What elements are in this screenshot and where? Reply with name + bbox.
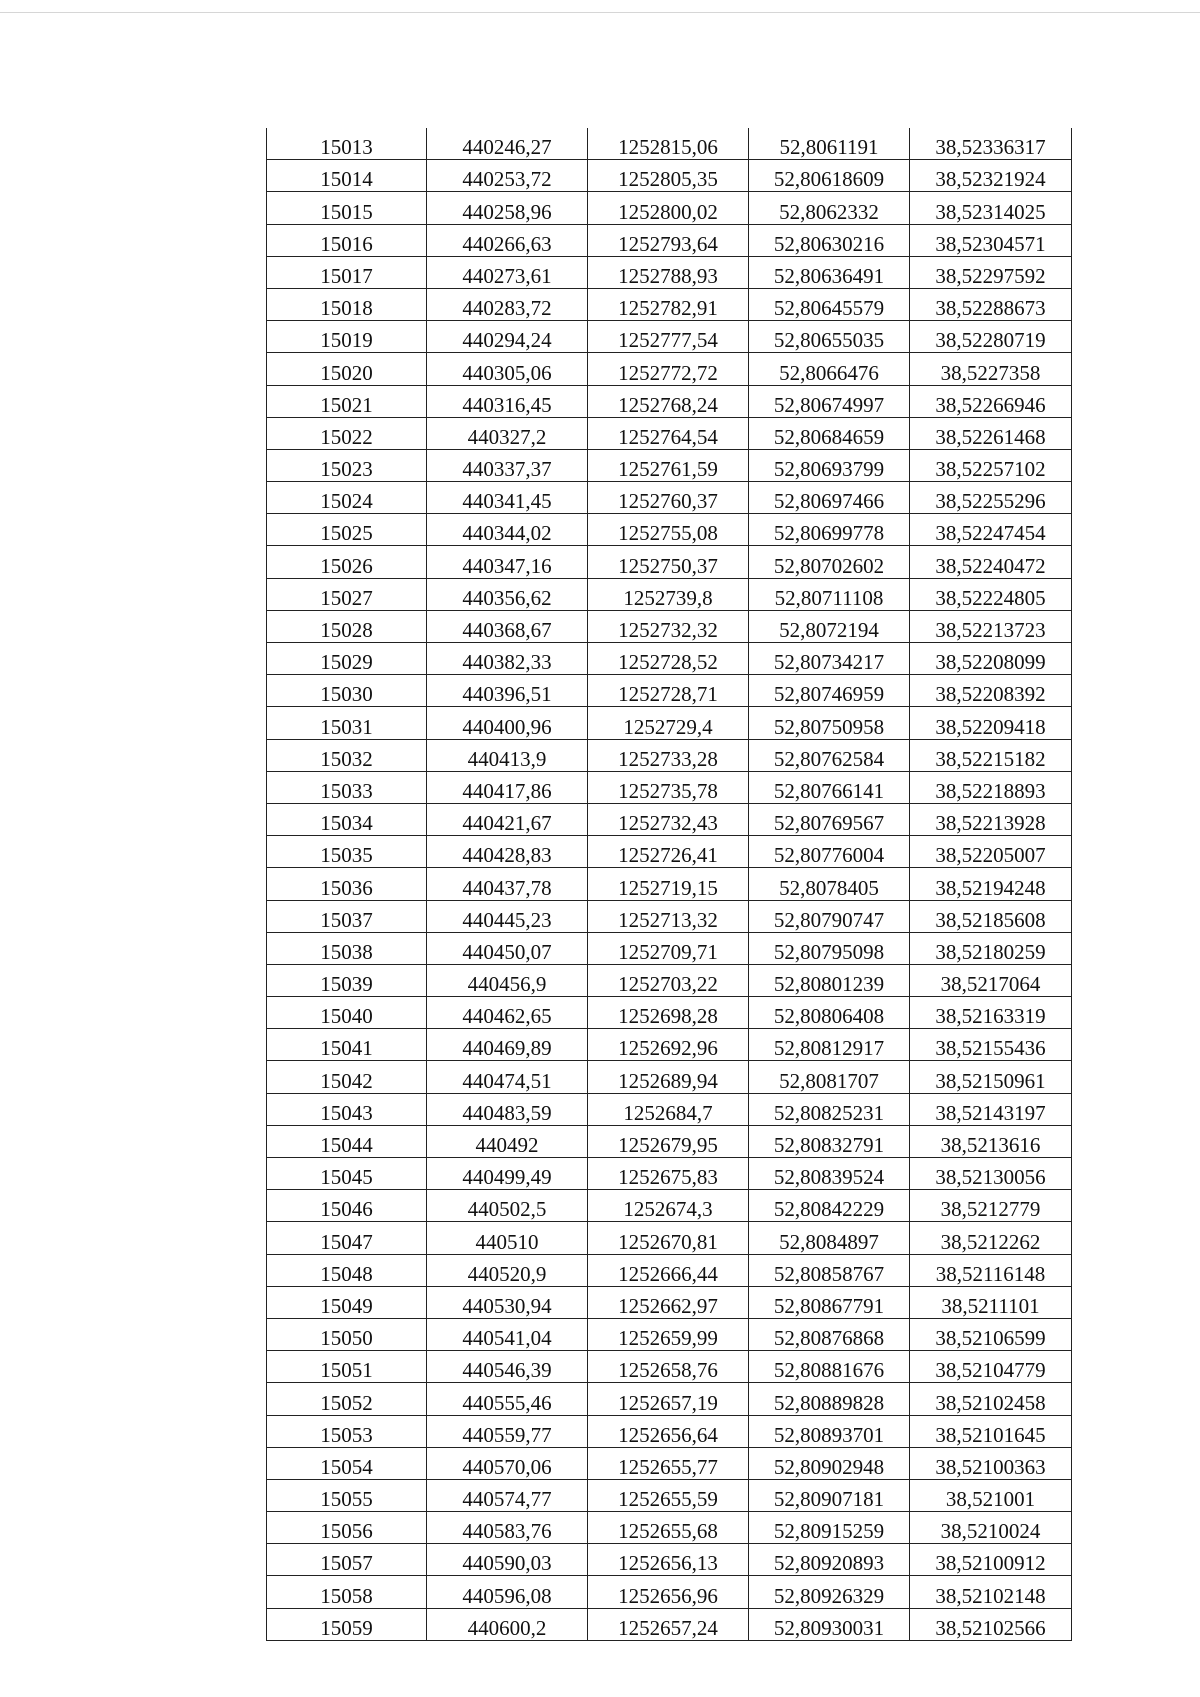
latitude-cell: 52,80693799 xyxy=(749,449,910,481)
latitude-cell: 52,80734217 xyxy=(749,643,910,675)
x-coordinate-cell: 440258,96 xyxy=(427,192,588,224)
table-row xyxy=(267,288,1072,320)
latitude-cell: 52,80915259 xyxy=(749,1512,910,1544)
latitude-cell: 52,80867791 xyxy=(749,1286,910,1318)
table-row xyxy=(267,1093,1072,1125)
table-row xyxy=(267,256,1072,288)
table-row xyxy=(267,1190,1072,1222)
table-row xyxy=(267,803,1072,835)
latitude-cell: 52,8084897 xyxy=(749,1222,910,1254)
longitude-cell: 38,52194248 xyxy=(910,868,1072,900)
table-row xyxy=(267,1158,1072,1190)
point-number-cell: 15033 xyxy=(267,771,427,803)
table-row xyxy=(267,578,1072,610)
table-row xyxy=(267,1608,1072,1640)
x-coordinate-cell: 440305,06 xyxy=(427,353,588,385)
point-number-cell: 15024 xyxy=(267,482,427,514)
point-number-cell: 15019 xyxy=(267,321,427,353)
y-coordinate-cell: 1252656,96 xyxy=(588,1576,749,1608)
table-row xyxy=(267,321,1072,353)
table-row xyxy=(267,224,1072,256)
x-coordinate-cell: 440382,33 xyxy=(427,643,588,675)
y-coordinate-cell: 1252692,96 xyxy=(588,1029,749,1061)
table-row xyxy=(267,1125,1072,1157)
point-number-cell: 15058 xyxy=(267,1576,427,1608)
x-coordinate-cell: 440596,08 xyxy=(427,1576,588,1608)
latitude-cell: 52,80926329 xyxy=(749,1576,910,1608)
x-coordinate-cell: 440530,94 xyxy=(427,1286,588,1318)
latitude-cell: 52,8072194 xyxy=(749,610,910,642)
x-coordinate-cell: 440253,72 xyxy=(427,160,588,192)
latitude-cell: 52,80697466 xyxy=(749,482,910,514)
longitude-cell: 38,52209418 xyxy=(910,707,1072,739)
latitude-cell: 52,80839524 xyxy=(749,1158,910,1190)
longitude-cell: 38,52163319 xyxy=(910,997,1072,1029)
y-coordinate-cell: 1252777,54 xyxy=(588,321,749,353)
y-coordinate-cell: 1252761,59 xyxy=(588,449,749,481)
x-coordinate-cell: 440541,04 xyxy=(427,1318,588,1350)
latitude-cell: 52,80630216 xyxy=(749,224,910,256)
point-number-cell: 15045 xyxy=(267,1158,427,1190)
y-coordinate-cell: 1252760,37 xyxy=(588,482,749,514)
latitude-cell: 52,80769567 xyxy=(749,803,910,835)
longitude-cell: 38,52185608 xyxy=(910,900,1072,932)
table-row xyxy=(267,353,1072,385)
x-coordinate-cell: 440499,49 xyxy=(427,1158,588,1190)
point-number-cell: 15055 xyxy=(267,1479,427,1511)
point-number-cell: 15018 xyxy=(267,288,427,320)
longitude-cell: 38,52224805 xyxy=(910,578,1072,610)
y-coordinate-cell: 1252655,68 xyxy=(588,1512,749,1544)
point-number-cell: 15029 xyxy=(267,643,427,675)
table-row xyxy=(267,900,1072,932)
table-row xyxy=(267,932,1072,964)
table-row xyxy=(267,675,1072,707)
point-number-cell: 15043 xyxy=(267,1093,427,1125)
point-number-cell: 15048 xyxy=(267,1254,427,1286)
point-number-cell: 15044 xyxy=(267,1125,427,1157)
table-row xyxy=(267,868,1072,900)
y-coordinate-cell: 1252764,54 xyxy=(588,417,749,449)
table-row xyxy=(267,997,1072,1029)
x-coordinate-cell: 440316,45 xyxy=(427,385,588,417)
point-number-cell: 15054 xyxy=(267,1447,427,1479)
x-coordinate-cell: 440456,9 xyxy=(427,964,588,996)
x-coordinate-cell: 440356,62 xyxy=(427,578,588,610)
longitude-cell: 38,5210024 xyxy=(910,1512,1072,1544)
x-coordinate-cell: 440520,9 xyxy=(427,1254,588,1286)
longitude-cell: 38,52257102 xyxy=(910,449,1072,481)
latitude-cell: 52,80907181 xyxy=(749,1479,910,1511)
x-coordinate-cell: 440400,96 xyxy=(427,707,588,739)
x-coordinate-cell: 440428,83 xyxy=(427,836,588,868)
point-number-cell: 15037 xyxy=(267,900,427,932)
x-coordinate-cell: 440283,72 xyxy=(427,288,588,320)
longitude-cell: 38,52336317 xyxy=(910,128,1072,160)
y-coordinate-cell: 1252655,59 xyxy=(588,1479,749,1511)
x-coordinate-cell: 440450,07 xyxy=(427,932,588,964)
y-coordinate-cell: 1252658,76 xyxy=(588,1351,749,1383)
latitude-cell: 52,80766141 xyxy=(749,771,910,803)
y-coordinate-cell: 1252703,22 xyxy=(588,964,749,996)
table-row xyxy=(267,836,1072,868)
longitude-cell: 38,52101645 xyxy=(910,1415,1072,1447)
table-row xyxy=(267,1383,1072,1415)
longitude-cell: 38,52247454 xyxy=(910,514,1072,546)
x-coordinate-cell: 440600,2 xyxy=(427,1608,588,1640)
x-coordinate-cell: 440266,63 xyxy=(427,224,588,256)
table-row xyxy=(267,1254,1072,1286)
x-coordinate-cell: 440347,16 xyxy=(427,546,588,578)
x-coordinate-cell: 440437,78 xyxy=(427,868,588,900)
point-number-cell: 15059 xyxy=(267,1608,427,1640)
point-number-cell: 15022 xyxy=(267,417,427,449)
y-coordinate-cell: 1252689,94 xyxy=(588,1061,749,1093)
latitude-cell: 52,80825231 xyxy=(749,1093,910,1125)
x-coordinate-cell: 440502,5 xyxy=(427,1190,588,1222)
x-coordinate-cell: 440546,39 xyxy=(427,1351,588,1383)
y-coordinate-cell: 1252728,52 xyxy=(588,643,749,675)
table-row xyxy=(267,417,1072,449)
table-row xyxy=(267,1576,1072,1608)
latitude-cell: 52,80762584 xyxy=(749,739,910,771)
x-coordinate-cell: 440396,51 xyxy=(427,675,588,707)
table-row xyxy=(267,1351,1072,1383)
table-row xyxy=(267,739,1072,771)
latitude-cell: 52,80795098 xyxy=(749,932,910,964)
coordinates-table-body xyxy=(267,128,1072,1640)
longitude-cell: 38,52155436 xyxy=(910,1029,1072,1061)
point-number-cell: 15020 xyxy=(267,353,427,385)
table-row xyxy=(267,385,1072,417)
y-coordinate-cell: 1252670,81 xyxy=(588,1222,749,1254)
latitude-cell: 52,80902948 xyxy=(749,1447,910,1479)
latitude-cell: 52,80858767 xyxy=(749,1254,910,1286)
point-number-cell: 15042 xyxy=(267,1061,427,1093)
y-coordinate-cell: 1252719,15 xyxy=(588,868,749,900)
longitude-cell: 38,5217064 xyxy=(910,964,1072,996)
table-row xyxy=(267,1512,1072,1544)
table-row xyxy=(267,964,1072,996)
y-coordinate-cell: 1252815,06 xyxy=(588,128,749,160)
latitude-cell: 52,80702602 xyxy=(749,546,910,578)
point-number-cell: 15039 xyxy=(267,964,427,996)
point-number-cell: 15014 xyxy=(267,160,427,192)
latitude-cell: 52,80842229 xyxy=(749,1190,910,1222)
longitude-cell: 38,52255296 xyxy=(910,482,1072,514)
x-coordinate-cell: 440344,02 xyxy=(427,514,588,546)
point-number-cell: 15017 xyxy=(267,256,427,288)
x-coordinate-cell: 440474,51 xyxy=(427,1061,588,1093)
point-number-cell: 15047 xyxy=(267,1222,427,1254)
y-coordinate-cell: 1252768,24 xyxy=(588,385,749,417)
longitude-cell: 38,5227358 xyxy=(910,353,1072,385)
y-coordinate-cell: 1252674,3 xyxy=(588,1190,749,1222)
table-row xyxy=(267,610,1072,642)
longitude-cell: 38,52213928 xyxy=(910,803,1072,835)
x-coordinate-cell: 440327,2 xyxy=(427,417,588,449)
x-coordinate-cell: 440492 xyxy=(427,1125,588,1157)
table-row xyxy=(267,1415,1072,1447)
latitude-cell: 52,80881676 xyxy=(749,1351,910,1383)
y-coordinate-cell: 1252656,64 xyxy=(588,1415,749,1447)
latitude-cell: 52,80655035 xyxy=(749,321,910,353)
x-coordinate-cell: 440341,45 xyxy=(427,482,588,514)
y-coordinate-cell: 1252709,71 xyxy=(588,932,749,964)
x-coordinate-cell: 440421,67 xyxy=(427,803,588,835)
y-coordinate-cell: 1252666,44 xyxy=(588,1254,749,1286)
y-coordinate-cell: 1252657,24 xyxy=(588,1608,749,1640)
table-row xyxy=(267,1544,1072,1576)
table-row xyxy=(267,1222,1072,1254)
point-number-cell: 15034 xyxy=(267,803,427,835)
x-coordinate-cell: 440583,76 xyxy=(427,1512,588,1544)
x-coordinate-cell: 440559,77 xyxy=(427,1415,588,1447)
table-row xyxy=(267,128,1072,160)
table-row xyxy=(267,1029,1072,1061)
y-coordinate-cell: 1252793,64 xyxy=(588,224,749,256)
longitude-cell: 38,52240472 xyxy=(910,546,1072,578)
longitude-cell: 38,52266946 xyxy=(910,385,1072,417)
y-coordinate-cell: 1252662,97 xyxy=(588,1286,749,1318)
latitude-cell: 52,8078405 xyxy=(749,868,910,900)
point-number-cell: 15013 xyxy=(267,128,427,160)
longitude-cell: 38,52104779 xyxy=(910,1351,1072,1383)
point-number-cell: 15015 xyxy=(267,192,427,224)
latitude-cell: 52,8066476 xyxy=(749,353,910,385)
longitude-cell: 38,52102148 xyxy=(910,1576,1072,1608)
longitude-cell: 38,521001 xyxy=(910,1479,1072,1511)
latitude-cell: 52,8061191 xyxy=(749,128,910,160)
table-row xyxy=(267,192,1072,224)
y-coordinate-cell: 1252728,71 xyxy=(588,675,749,707)
y-coordinate-cell: 1252750,37 xyxy=(588,546,749,578)
y-coordinate-cell: 1252735,78 xyxy=(588,771,749,803)
y-coordinate-cell: 1252726,41 xyxy=(588,836,749,868)
longitude-cell: 38,52215182 xyxy=(910,739,1072,771)
y-coordinate-cell: 1252788,93 xyxy=(588,256,749,288)
latitude-cell: 52,8062332 xyxy=(749,192,910,224)
table-row xyxy=(267,707,1072,739)
table-row xyxy=(267,449,1072,481)
y-coordinate-cell: 1252755,08 xyxy=(588,514,749,546)
latitude-cell: 52,80618609 xyxy=(749,160,910,192)
table-row xyxy=(267,482,1072,514)
latitude-cell: 52,80645579 xyxy=(749,288,910,320)
latitude-cell: 52,80889828 xyxy=(749,1383,910,1415)
latitude-cell: 52,80776004 xyxy=(749,836,910,868)
x-coordinate-cell: 440462,65 xyxy=(427,997,588,1029)
x-coordinate-cell: 440469,89 xyxy=(427,1029,588,1061)
y-coordinate-cell: 1252782,91 xyxy=(588,288,749,320)
point-number-cell: 15023 xyxy=(267,449,427,481)
table-row xyxy=(267,1286,1072,1318)
y-coordinate-cell: 1252800,02 xyxy=(588,192,749,224)
y-coordinate-cell: 1252732,32 xyxy=(588,610,749,642)
table-row xyxy=(267,1479,1072,1511)
point-number-cell: 15046 xyxy=(267,1190,427,1222)
longitude-cell: 38,52116148 xyxy=(910,1254,1072,1286)
longitude-cell: 38,52321924 xyxy=(910,160,1072,192)
table-row xyxy=(267,160,1072,192)
longitude-cell: 38,5212779 xyxy=(910,1190,1072,1222)
x-coordinate-cell: 440510 xyxy=(427,1222,588,1254)
longitude-cell: 38,52261468 xyxy=(910,417,1072,449)
longitude-cell: 38,52106599 xyxy=(910,1318,1072,1350)
latitude-cell: 52,80920893 xyxy=(749,1544,910,1576)
coordinates-table xyxy=(266,128,1072,1641)
longitude-cell: 38,52180259 xyxy=(910,932,1072,964)
longitude-cell: 38,52218893 xyxy=(910,771,1072,803)
longitude-cell: 38,52304571 xyxy=(910,224,1072,256)
latitude-cell: 52,80806408 xyxy=(749,997,910,1029)
point-number-cell: 15021 xyxy=(267,385,427,417)
point-number-cell: 15051 xyxy=(267,1351,427,1383)
point-number-cell: 15032 xyxy=(267,739,427,771)
table-row xyxy=(267,546,1072,578)
longitude-cell: 38,52150961 xyxy=(910,1061,1072,1093)
latitude-cell: 52,80699778 xyxy=(749,514,910,546)
y-coordinate-cell: 1252733,28 xyxy=(588,739,749,771)
y-coordinate-cell: 1252805,35 xyxy=(588,160,749,192)
x-coordinate-cell: 440246,27 xyxy=(427,128,588,160)
latitude-cell: 52,80790747 xyxy=(749,900,910,932)
x-coordinate-cell: 440570,06 xyxy=(427,1447,588,1479)
y-coordinate-cell: 1252732,43 xyxy=(588,803,749,835)
table-row xyxy=(267,1447,1072,1479)
x-coordinate-cell: 440417,86 xyxy=(427,771,588,803)
longitude-cell: 38,52102458 xyxy=(910,1383,1072,1415)
longitude-cell: 38,52102566 xyxy=(910,1608,1072,1640)
point-number-cell: 15049 xyxy=(267,1286,427,1318)
y-coordinate-cell: 1252739,8 xyxy=(588,578,749,610)
point-number-cell: 15016 xyxy=(267,224,427,256)
point-number-cell: 15035 xyxy=(267,836,427,868)
latitude-cell: 52,80684659 xyxy=(749,417,910,449)
y-coordinate-cell: 1252684,7 xyxy=(588,1093,749,1125)
longitude-cell: 38,52213723 xyxy=(910,610,1072,642)
y-coordinate-cell: 1252729,4 xyxy=(588,707,749,739)
point-number-cell: 15052 xyxy=(267,1383,427,1415)
x-coordinate-cell: 440555,46 xyxy=(427,1383,588,1415)
scan-top-edge xyxy=(0,12,1200,13)
x-coordinate-cell: 440574,77 xyxy=(427,1479,588,1511)
longitude-cell: 38,52208392 xyxy=(910,675,1072,707)
y-coordinate-cell: 1252657,19 xyxy=(588,1383,749,1415)
y-coordinate-cell: 1252656,13 xyxy=(588,1544,749,1576)
point-number-cell: 15050 xyxy=(267,1318,427,1350)
point-number-cell: 15025 xyxy=(267,514,427,546)
x-coordinate-cell: 440590,03 xyxy=(427,1544,588,1576)
point-number-cell: 15030 xyxy=(267,675,427,707)
y-coordinate-cell: 1252655,77 xyxy=(588,1447,749,1479)
y-coordinate-cell: 1252675,83 xyxy=(588,1158,749,1190)
latitude-cell: 52,80893701 xyxy=(749,1415,910,1447)
point-number-cell: 15036 xyxy=(267,868,427,900)
latitude-cell: 52,80832791 xyxy=(749,1125,910,1157)
y-coordinate-cell: 1252713,32 xyxy=(588,900,749,932)
point-number-cell: 15031 xyxy=(267,707,427,739)
x-coordinate-cell: 440483,59 xyxy=(427,1093,588,1125)
longitude-cell: 38,52100912 xyxy=(910,1544,1072,1576)
point-number-cell: 15040 xyxy=(267,997,427,1029)
point-number-cell: 15041 xyxy=(267,1029,427,1061)
longitude-cell: 38,5211101 xyxy=(910,1286,1072,1318)
longitude-cell: 38,52280719 xyxy=(910,321,1072,353)
x-coordinate-cell: 440413,9 xyxy=(427,739,588,771)
latitude-cell: 52,80750958 xyxy=(749,707,910,739)
point-number-cell: 15028 xyxy=(267,610,427,642)
latitude-cell: 52,80876868 xyxy=(749,1318,910,1350)
longitude-cell: 38,52100363 xyxy=(910,1447,1072,1479)
table-row xyxy=(267,1061,1072,1093)
x-coordinate-cell: 440368,67 xyxy=(427,610,588,642)
longitude-cell: 38,52288673 xyxy=(910,288,1072,320)
x-coordinate-cell: 440337,37 xyxy=(427,449,588,481)
longitude-cell: 38,5213616 xyxy=(910,1125,1072,1157)
latitude-cell: 52,8081707 xyxy=(749,1061,910,1093)
y-coordinate-cell: 1252772,72 xyxy=(588,353,749,385)
latitude-cell: 52,80711108 xyxy=(749,578,910,610)
longitude-cell: 38,52143197 xyxy=(910,1093,1072,1125)
latitude-cell: 52,80674997 xyxy=(749,385,910,417)
y-coordinate-cell: 1252698,28 xyxy=(588,997,749,1029)
table-row xyxy=(267,514,1072,546)
y-coordinate-cell: 1252679,95 xyxy=(588,1125,749,1157)
longitude-cell: 38,52208099 xyxy=(910,643,1072,675)
table-row xyxy=(267,1318,1072,1350)
table-row xyxy=(267,643,1072,675)
point-number-cell: 15027 xyxy=(267,578,427,610)
point-number-cell: 15053 xyxy=(267,1415,427,1447)
longitude-cell: 38,5212262 xyxy=(910,1222,1072,1254)
y-coordinate-cell: 1252659,99 xyxy=(588,1318,749,1350)
longitude-cell: 38,52297592 xyxy=(910,256,1072,288)
latitude-cell: 52,80746959 xyxy=(749,675,910,707)
point-number-cell: 15056 xyxy=(267,1512,427,1544)
longitude-cell: 38,52314025 xyxy=(910,192,1072,224)
longitude-cell: 38,52205007 xyxy=(910,836,1072,868)
longitude-cell: 38,52130056 xyxy=(910,1158,1072,1190)
x-coordinate-cell: 440273,61 xyxy=(427,256,588,288)
point-number-cell: 15038 xyxy=(267,932,427,964)
x-coordinate-cell: 440294,24 xyxy=(427,321,588,353)
table-row xyxy=(267,771,1072,803)
x-coordinate-cell: 440445,23 xyxy=(427,900,588,932)
latitude-cell: 52,80801239 xyxy=(749,964,910,996)
point-number-cell: 15026 xyxy=(267,546,427,578)
latitude-cell: 52,80812917 xyxy=(749,1029,910,1061)
point-number-cell: 15057 xyxy=(267,1544,427,1576)
latitude-cell: 52,80636491 xyxy=(749,256,910,288)
latitude-cell: 52,80930031 xyxy=(749,1608,910,1640)
